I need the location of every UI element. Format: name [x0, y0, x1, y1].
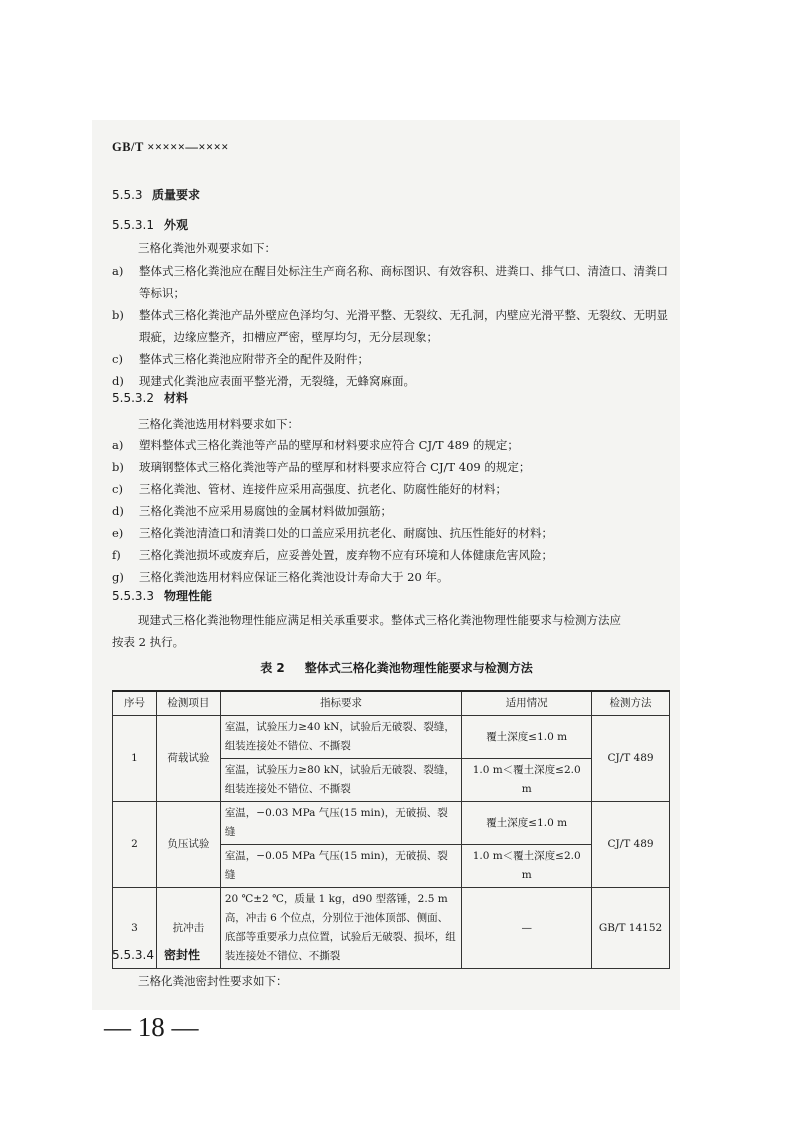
list-item: a) 整体式三格化粪池应在醒目处标注生产商名称、商标图识、有效容积、进粪口、排气口、清渣口、清粪口等标识；: [112, 264, 668, 300]
heading-number: 5.5.3: [112, 188, 143, 202]
list-item: c) 三格化粪池、管材、连接件应采用高强度、抗老化、防腐性能好的材料；: [112, 482, 507, 496]
table-header-row: [113, 691, 670, 716]
list-item: b) 整体式三格化粪池产品外壁应色泽均匀、光滑平整、无裂纹、无孔洞，内壁应光滑平整、无裂纹、无明显瑕疵，边缘应整齐，扣槽应严密，壁厚均匀，无分层现象；: [112, 308, 668, 344]
cell-method: CJ/T 489: [592, 716, 670, 802]
heading-title: 质量要求: [152, 188, 201, 202]
list-materials: [112, 434, 672, 588]
cell-condition: 覆土深度≤1.0 m: [462, 802, 592, 845]
heading-5-5-3-4: [112, 946, 200, 963]
cell-item: 负压试验: [156, 802, 220, 888]
heading-5-5-3-2: [112, 389, 188, 406]
heading-5-5-3-3: [112, 587, 212, 604]
cell-condition: —: [462, 888, 592, 969]
cell-item: 抗冲击: [156, 888, 220, 969]
list-item: d) 三格化粪池不应采用易腐蚀的金属材料做加强筋；: [112, 504, 392, 518]
cell-requirement: 室温，试验压力≥80 kN，试验后无破裂、裂缝，组装连接处不错位、不撕裂: [220, 759, 462, 802]
cell-requirement: 20 ℃±2 ℃，质量 1 kg，d90 型落锤，2.5 m 高，冲击 6 个位点，分别位于池体顶部、侧面、底部等重要承力点位置，试验后无破裂、损坏，组装连接处不错位、不撕裂: [220, 888, 462, 969]
cell-requirement: 室温，−0.03 MPa 气压(15 min)，无破损、裂缝: [220, 802, 462, 845]
heading-number: 5.5.3.4: [112, 948, 154, 962]
table-caption-number: 表 2: [260, 661, 285, 675]
list-item: f) 三格化粪池损坏或废弃后，应妥善处置，废弃物不应有环境和人体健康危害风险；: [112, 548, 553, 562]
heading-title: 外观: [164, 218, 189, 232]
column-header: 检测项目: [156, 691, 220, 716]
paragraph-physical-line1: 现建式三格化粪池物理性能应满足相关承重要求。整体式三格化粪池物理性能要求与检测方法应: [138, 613, 621, 627]
table-row: [113, 802, 670, 845]
column-header: 适用情况: [462, 691, 592, 716]
cell-condition: 1.0 m＜覆土深度≤2.0 m: [462, 845, 592, 888]
table-row: [113, 716, 670, 759]
list-item: a) 塑料整体式三格化粪池等产品的壁厚和材料要求应符合 CJ/T 489 的规定；: [112, 438, 519, 452]
list-item: g) 三格化粪池选用材料应保证三格化粪池设计寿命大于 20 年。: [112, 570, 449, 584]
heading-5-5-3: [112, 186, 200, 203]
table-caption: [0, 659, 793, 676]
table-caption-title: 整体式三格化粪池物理性能要求与检测方法: [304, 661, 533, 675]
column-header: 检测方法: [592, 691, 670, 716]
cell-method: CJ/T 489: [592, 802, 670, 888]
column-header: 指标要求: [220, 691, 462, 716]
cell-item: 荷载试验: [156, 716, 220, 802]
list-item: c) 整体式三格化粪池应附带齐全的配件及附件；: [112, 352, 369, 366]
cell-no: 1: [113, 716, 157, 802]
heading-number: 5.5.3.3: [112, 589, 154, 603]
list-appearance: [112, 260, 672, 392]
list-item: b) 玻璃钢整体式三格化粪池等产品的壁厚和材料要求应符合 CJ/T 409 的规定；: [112, 460, 531, 474]
heading-number: 5.5.3.2: [112, 391, 154, 405]
heading-title: 物理性能: [164, 589, 213, 603]
page-number: — 18 —: [104, 1012, 199, 1042]
cell-method: GB/T 14152: [592, 888, 670, 969]
cell-requirement: 室温，试验压力≥40 kN，试验后无破裂、裂缝，组装连接处不错位、不撕裂: [220, 716, 462, 759]
cell-no: 2: [113, 802, 157, 888]
paragraph-physical-line2: 按表 2 执行。: [112, 635, 185, 649]
paragraph-sealing-intro: 三格化粪池密封性要求如下：: [138, 974, 288, 988]
cell-condition: 1.0 m＜覆土深度≤2.0 m: [462, 759, 592, 802]
list-item: e) 三格化粪池清渣口和清粪口处的口盖应采用抗老化、耐腐蚀、抗压性能好的材料；: [112, 526, 553, 540]
paragraph-materials-intro: 三格化粪池选用材料要求如下：: [138, 417, 299, 431]
standard-code-header: GB/T ×××××—××××: [112, 140, 229, 154]
heading-number: 5.5.3.1: [112, 218, 154, 232]
heading-title: 材料: [164, 391, 189, 405]
heading-5-5-3-1: [112, 216, 188, 233]
cell-no: 3: [113, 888, 157, 969]
cell-requirement: 室温，−0.05 MPa 气压(15 min)，无破损、裂缝: [220, 845, 462, 888]
heading-title: 密封性: [164, 948, 201, 962]
physical-performance-table: [112, 690, 670, 969]
cell-condition: 覆土深度≤1.0 m: [462, 716, 592, 759]
paragraph-appearance-intro: 三格化粪池外观要求如下：: [138, 241, 276, 255]
list-item: d) 现建式化粪池应表面平整光滑，无裂缝，无蜂窝麻面。: [112, 374, 415, 388]
column-header: 序号: [113, 691, 157, 716]
